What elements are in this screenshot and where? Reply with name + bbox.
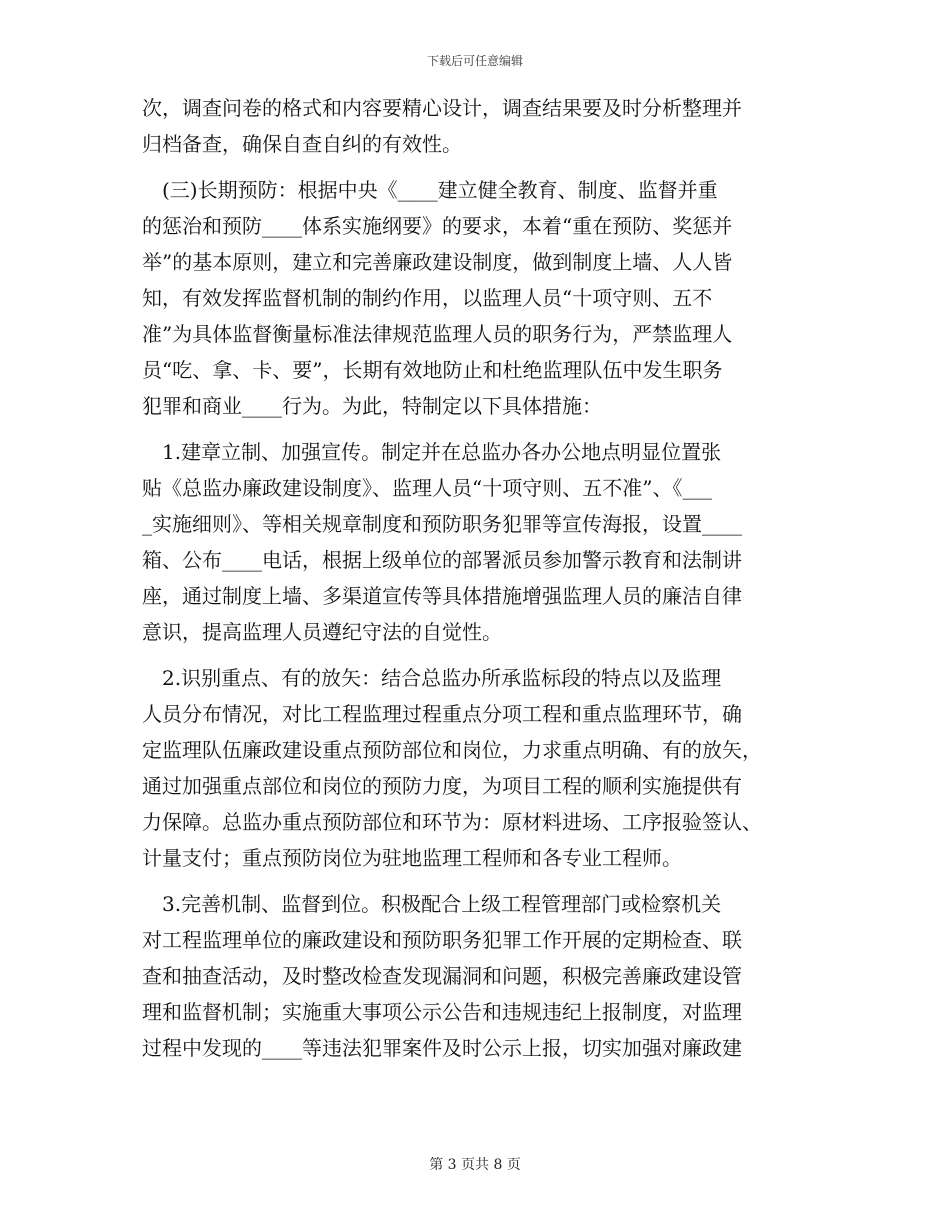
text-line: 箱、公布____电话，根据上级单位的部署派员参加警示教育和法制讲: [142, 548, 742, 572]
text-line: 3.完善机制、监督到位。积极配合上级工程管理部门或检察机关: [142, 892, 722, 916]
text-line: 通过加强重点部位和岗位的预防力度，为项目工程的顺利实施提供有: [142, 774, 742, 798]
text-line: 对工程监理单位的廉政建设和预防职务犯罪工作开展的定期检查、联: [142, 928, 742, 952]
text-line: 2.识别重点、有的放矢：结合总监办所承监标段的特点以及监理: [142, 666, 722, 690]
text-line: 查和抽查活动，及时整改检查发现漏洞和问题，积极完善廉政建设管: [142, 964, 742, 988]
text-line: 1.建章立制、加强宣传。制定并在总监办各办公地点明显位置张: [142, 440, 722, 464]
text-line: 座，通过制度上墙、多渠道宣传等具体措施增强监理人员的廉洁自律: [142, 584, 742, 608]
text-line: 准”为具体监督衡量标准法律规范监理人员的职务行为，严禁监理人: [142, 322, 733, 346]
text-line: _实施细则》、等相关规章制度和预防职务犯罪等宣传海报，设置____: [142, 512, 742, 536]
text-line: 知，有效发挥监督机制的制约作用，以监理人员“十项守则、五不: [142, 286, 713, 310]
text-line: 举”的基本原则，建立和完善廉政建设制度，做到制度上墙、人人皆: [142, 250, 733, 274]
text-line: 力保障。总监办重点预防部位和环节为：原材料进场、工序报验签认、: [142, 810, 762, 834]
text-line: 定监理队伍廉政建设重点预防部位和岗位，力求重点明确、有的放矢，: [142, 738, 762, 762]
page-number: 第 3 页共 8 页: [429, 1157, 521, 1173]
text-line: 过程中发现的____等违法犯罪案件及时公示上报，切实加强对廉政建: [142, 1036, 742, 1060]
text-line: 贴《总监办廉政建设制度》、监理人员“十项守则、五不准”、《___: [142, 476, 713, 500]
text-line: 次，调查问卷的格式和内容要精心设计，调查结果要及时分析整理并: [142, 96, 742, 120]
text-line: 计量支付；重点预防岗位为驻地监理工程师和各专业工程师。: [142, 846, 682, 870]
text-line: 犯罪和商业____行为。为此，特制定以下具体措施：: [142, 394, 602, 418]
text-line: 员“吃、拿、卡、要”，长期有效地防止和杜绝监理队伍中发生职务: [142, 358, 723, 382]
text-line: 人员分布情况，对比工程监理过程重点分项工程和重点监理环节，确: [142, 702, 742, 726]
text-line: (三)长期预防：根据中央《____建立健全教育、制度、监督并重: [142, 178, 718, 202]
text-line: 意识，提高监理人员遵纪守法的自觉性。: [142, 620, 502, 644]
page-header: 下载后可任意编辑: [426, 54, 523, 68]
text-line: 的惩治和预防____体系实施纲要》的要求，本着“重在预防、奖惩并: [142, 214, 733, 238]
text-line: 归档备查，确保自查自纠的有效性。: [142, 132, 462, 156]
text-line: 理和监督机制；实施重大事项公示公告和违规违纪上报制度，对监理: [142, 1000, 742, 1024]
